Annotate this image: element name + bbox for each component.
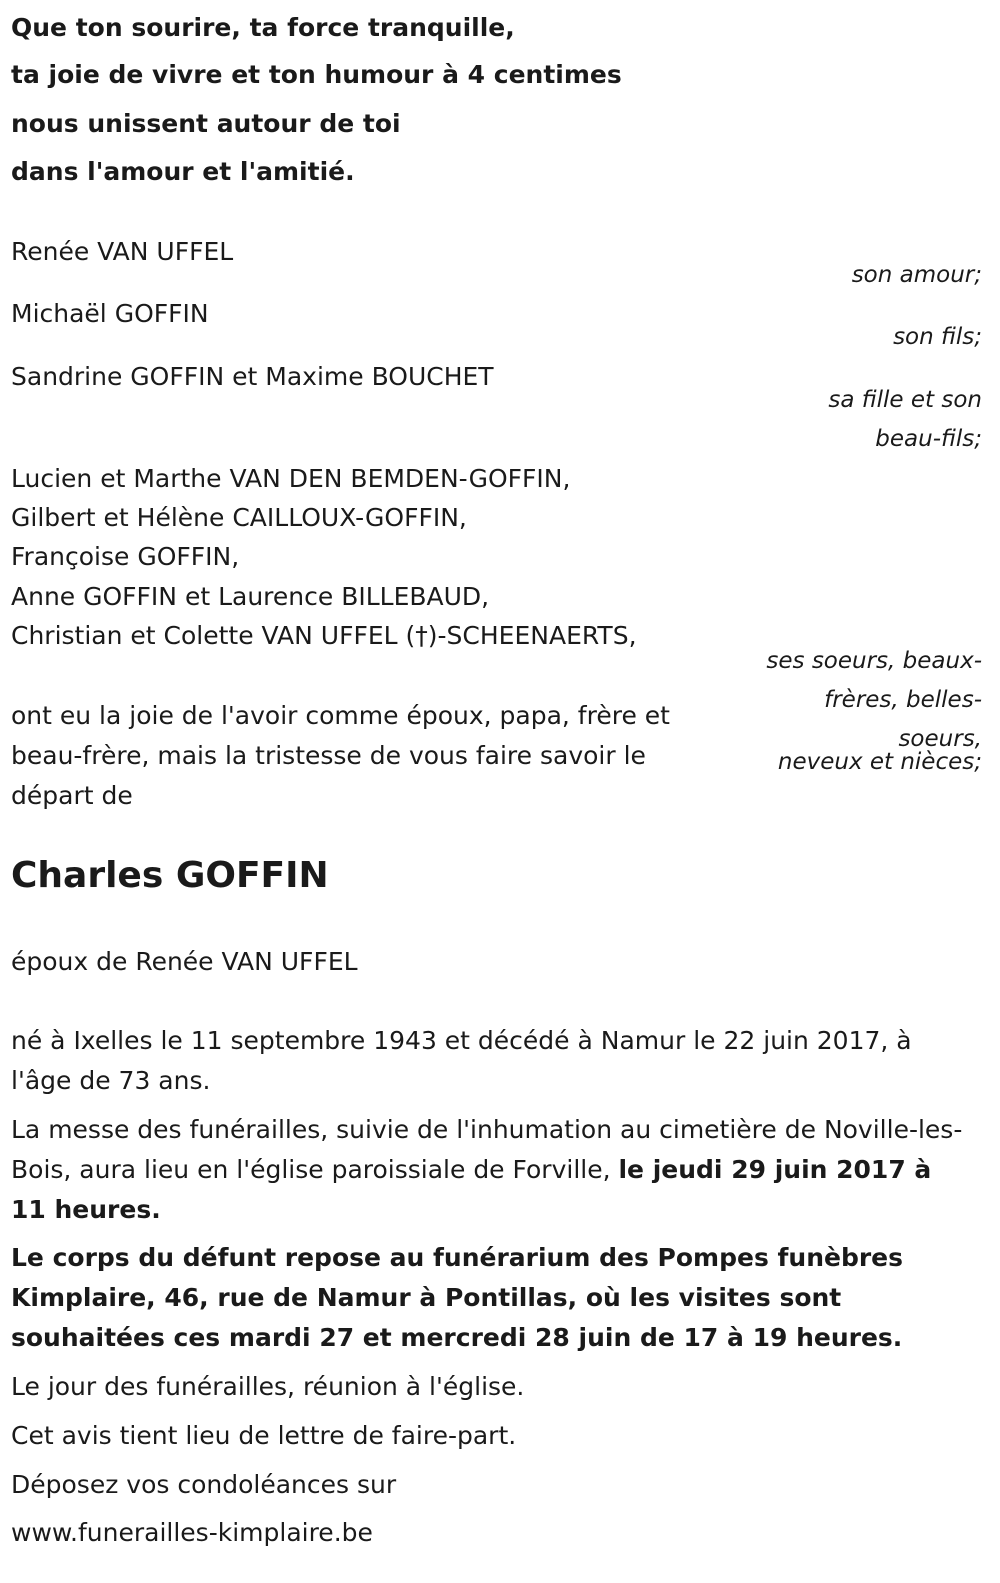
family-spouse-name: Renée VAN UFFEL: [11, 237, 234, 266]
family-daughter-name: Sandrine GOFFIN et Maxime BOUCHET: [11, 362, 494, 391]
poem-line-4: dans l'amour et l'amitié.: [11, 157, 355, 186]
siblings-relation-4: neveux et nièces;: [777, 749, 982, 775]
poem-line-3: nous unissent autour de toi: [11, 109, 401, 138]
family-sibling-5: Christian et Colette VAN UFFEL (†)-SCHEENAERTS,: [11, 621, 637, 650]
family-son-name: Michaël GOFFIN: [11, 299, 209, 328]
family-son-relation: son fils;: [893, 324, 982, 350]
notice-text: Cet avis tient lieu de lettre de faire-part.: [11, 1421, 517, 1450]
spouse-of: époux de Renée VAN UFFEL: [11, 947, 358, 976]
siblings-relation-1: ses soeurs, beaux-: [766, 648, 982, 674]
deceased-name: Charles GOFFIN: [11, 855, 329, 896]
family-daughter-relation-1: sa fille et son: [828, 387, 982, 413]
siblings-relation-2: frères, belles-: [824, 687, 982, 713]
siblings-relation-3: soeurs,: [898, 726, 982, 752]
family-sibling-1: Lucien et Marthe VAN DEN BEMDEN-GOFFIN,: [11, 464, 571, 493]
viewing-text: Le corps du défunt repose au funérarium des Pompes funèbres Kimplaire, 46, rue de Namur à Pontillas, où les visites sont souhaitées ces mardi 27 et mercredi 28 juin de 17 à 19 heures.: [11, 1243, 904, 1352]
gathering-text: Le jour des funérailles, réunion à l'église.: [11, 1372, 525, 1401]
birth-death-text: né à Ixelles le 11 septembre 1943 et décédé à Namur le 22 juin 2017, à l'âge de 73 ans.: [11, 1026, 912, 1095]
family-spouse-relation: son amour;: [851, 262, 982, 288]
funeral-paragraph: [11, 1110, 971, 1230]
poem-line-2: ta joie de vivre et ton humour à 4 centimes: [11, 60, 622, 89]
family-sibling-4: Anne GOFFIN et Laurence BILLEBAUD,: [11, 582, 490, 611]
website-link[interactable]: www.funerailles-kimplaire.be: [11, 1518, 373, 1547]
announcement-text: ont eu la joie de l'avoir comme époux, papa, frère et beau-frère, mais la tristesse de vous faire savoir le départ de: [11, 701, 670, 810]
family-sibling-2: Gilbert et Hélène CAILLOUX-GOFFIN,: [11, 503, 467, 532]
family-daughter-relation-2: beau-fils;: [875, 426, 982, 452]
condolences-label: Déposez vos condoléances sur: [11, 1470, 397, 1499]
poem-line-1: Que ton sourire, ta force tranquille,: [11, 13, 515, 42]
funeral-datetime: le jeudi 29 juin 2017 à 11 heures.: [11, 1155, 932, 1224]
family-sibling-3: Françoise GOFFIN,: [11, 542, 240, 571]
funeral-text: La messe des funérailles, suivie de l'inhumation au cimetière de Noville-les-Bois, aura lieu en l'église paroissiale de Forville,: [11, 1115, 963, 1184]
